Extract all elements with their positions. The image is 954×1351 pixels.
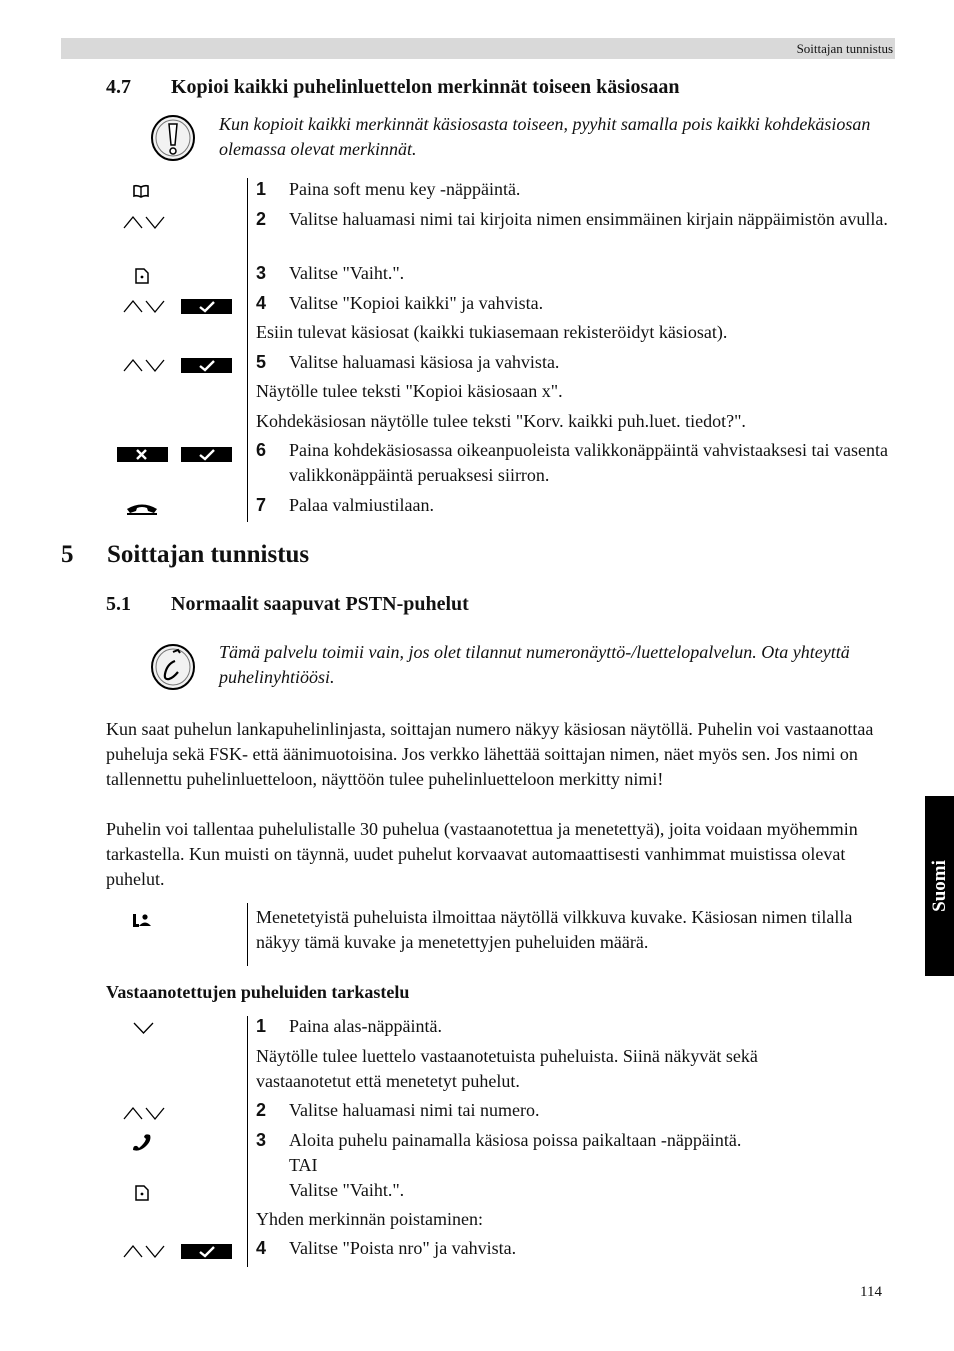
step-item bbox=[256, 261, 888, 286]
step-item bbox=[256, 1014, 888, 1039]
step-info-text: Kohdekäsiosan näytölle tulee teksti "Korv. kaikki puh.luet. tiedot?". bbox=[256, 411, 746, 431]
step-text: Aloita puhelu painamalla käsiosa poissa paikaltaan -näppäintä. bbox=[289, 1130, 742, 1150]
step-item bbox=[256, 1098, 888, 1123]
steps-divider bbox=[247, 178, 248, 522]
step-text: Paina alas-näppäintä. bbox=[289, 1016, 442, 1036]
up-down-arrows-icon bbox=[123, 357, 165, 373]
confirm-key-icon bbox=[181, 1244, 232, 1259]
info-note: Tämä palvelu toimii vain, jos olet tilannut numeronäyttö-/luettelopalvelun. Ota yhteyttä puhelinyhtiöösi. bbox=[219, 642, 850, 687]
step-number: 5 bbox=[256, 352, 267, 372]
confirm-key-icon bbox=[181, 447, 232, 462]
running-title: Soittajan tunnistus bbox=[796, 41, 893, 56]
step-number: 3 bbox=[256, 263, 267, 283]
step-text: Palaa valmiustilaan. bbox=[289, 495, 434, 515]
step-number: 2 bbox=[256, 209, 267, 229]
step-text: Valitse "Poista nro" ja vahvista. bbox=[289, 1238, 517, 1258]
warning-note: Kun kopioit kaikki merkinnät käsiosasta toiseen, pyyhit samalla pois kaikki kohdekäsiosan olemassa olevat merkinnät. bbox=[219, 114, 871, 159]
subheading: Vastaanotettujen puheluiden tarkastelu bbox=[106, 982, 410, 1002]
step-number: 6 bbox=[256, 440, 267, 460]
options-icon bbox=[135, 268, 149, 284]
step-item bbox=[256, 493, 888, 518]
section-title: Kopioi kaikki puhelinluettelon merkinnät toiseen käsiosaan bbox=[171, 76, 680, 98]
confirm-key-icon bbox=[181, 299, 232, 314]
section-number: 4.7 bbox=[106, 76, 131, 98]
off-hook-icon bbox=[131, 1133, 153, 1153]
step-number: 4 bbox=[256, 293, 267, 313]
missed-call-icon bbox=[133, 913, 151, 928]
language-label: Suomi bbox=[928, 860, 950, 912]
step-number: 3 bbox=[256, 1130, 267, 1150]
info-divider bbox=[247, 903, 248, 966]
step-number: 2 bbox=[256, 1100, 267, 1120]
step-text: Valitse haluamasi nimi tai kirjoita nimen ensimmäinen kirjain näppäimistön avulla. bbox=[289, 209, 888, 229]
chapter-title: Soittajan tunnistus bbox=[107, 541, 310, 568]
body-paragraph: Kun saat puhelun lankapuhelinlinjasta, soittajan numero näkyy käsiosan näytöllä. Puhelin voi vastaanottaa puheluja sekä FSK- että äänimuotoisina. Jos verkko lähettää soittajan nimen, näet myös sen. Jos nimi on tallennettu puhelinluetteloon, näyttöön tulee puhelinluetteloon merkitty nimi! bbox=[106, 719, 874, 789]
section-title: Normaalit saapuvat PSTN-puhelut bbox=[171, 593, 469, 615]
step-item bbox=[256, 1153, 888, 1178]
step-info-text: Näytölle tulee teksti "Kopioi käsiosaan x". bbox=[256, 381, 563, 401]
down-arrow-icon bbox=[133, 1021, 154, 1035]
step-text: TAI bbox=[289, 1155, 318, 1175]
end-call-icon bbox=[125, 500, 159, 516]
step-item bbox=[256, 1128, 888, 1153]
step-number: 7 bbox=[256, 495, 267, 515]
step-info-text: Esiin tulevat käsiosat (kaikki tukiasemaan rekisteröidyt käsiosat). bbox=[256, 322, 728, 342]
running-header bbox=[61, 38, 895, 59]
step-item bbox=[256, 177, 888, 202]
options-icon bbox=[135, 1185, 149, 1201]
cancel-key-icon bbox=[117, 447, 168, 462]
info-icon bbox=[151, 644, 195, 690]
language-side-tab bbox=[925, 796, 954, 976]
section-number: 5.1 bbox=[106, 593, 131, 615]
step-text: Valitse haluamasi nimi tai numero. bbox=[289, 1100, 540, 1120]
step-info-text: Näytölle tulee luettelo vastaanotetuista puheluista. Siinä näkyvät sekä vastaanotetut että menetetyt puhelut. bbox=[256, 1046, 758, 1091]
up-down-arrows-icon bbox=[123, 214, 165, 230]
step-text: Valitse "Kopioi kaikki" ja vahvista. bbox=[289, 293, 544, 313]
step-text: Paina soft menu key -näppäintä. bbox=[289, 179, 521, 199]
missed-calls-info: Menetetyistä puheluista ilmoittaa näytöllä vilkkuva kuvake. Käsiosan nimen tilalla näkyy tämä kuvake ja menetettyjen puheluiden määrä. bbox=[256, 907, 853, 952]
step-item bbox=[256, 350, 888, 375]
step-number: 1 bbox=[256, 1016, 267, 1036]
step-text: Paina kohdekäsiosassa oikeanpuoleista valikkonäppäintä vahvistaaksesi tai vasenta valikkonäppäintä peruaksesi siirron. bbox=[289, 440, 888, 485]
step-item bbox=[256, 207, 888, 232]
phonebook-icon bbox=[133, 183, 149, 199]
up-down-arrows-icon bbox=[123, 298, 165, 314]
step-text: Valitse "Vaiht.". bbox=[289, 1180, 405, 1200]
step-text: Valitse "Vaiht.". bbox=[289, 263, 405, 283]
step-text: Valitse haluamasi käsiosa ja vahvista. bbox=[289, 352, 560, 372]
step-item bbox=[256, 438, 888, 488]
step-item bbox=[256, 1236, 888, 1261]
step-item bbox=[256, 291, 888, 316]
up-down-arrows-icon bbox=[123, 1105, 165, 1121]
warning-icon bbox=[151, 115, 195, 161]
step-item bbox=[256, 1178, 888, 1203]
confirm-key-icon bbox=[181, 358, 232, 373]
page-number: 114 bbox=[860, 1284, 882, 1300]
step-number: 4 bbox=[256, 1238, 267, 1258]
steps-divider bbox=[247, 1016, 248, 1267]
body-paragraph: Puhelin voi tallentaa puhelulistalle 30 puhelua (vastaanotettua ja menetettyä), joita voidaan myöhemmin tarkastella. Kun muisti on täynnä, uudet puhelut korvaavat automaattisesti vanhimmat muistissa olevat puhelut. bbox=[106, 819, 858, 889]
up-down-arrows-icon bbox=[123, 1243, 165, 1259]
step-info-text: Yhden merkinnän poistaminen: bbox=[256, 1209, 483, 1229]
step-number: 1 bbox=[256, 179, 267, 199]
chapter-number: 5 bbox=[61, 541, 74, 568]
